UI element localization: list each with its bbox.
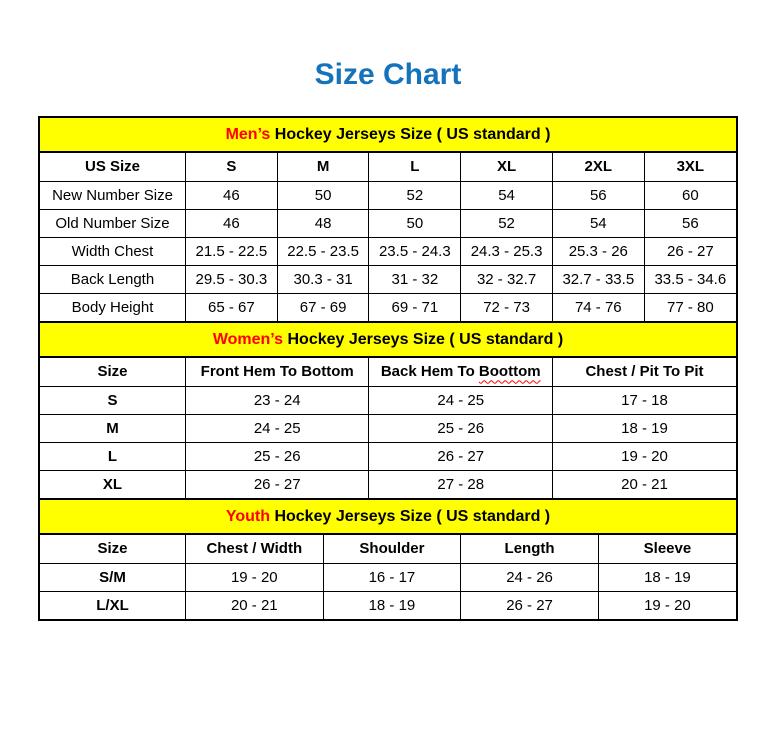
value-cell: 67 - 69 (277, 293, 369, 321)
column-header-row (40, 535, 736, 563)
value-cell: 72 - 73 (461, 293, 553, 321)
value-cell: 56 (644, 209, 736, 237)
value-cell: 25 - 26 (185, 442, 369, 470)
column-header: S (186, 153, 278, 181)
value-cell: 22.5 - 23.5 (277, 237, 369, 265)
row-header-cell: Old Number Size (40, 209, 186, 237)
value-cell: 17 - 18 (552, 386, 736, 414)
value-cell: 24.3 - 25.3 (461, 237, 553, 265)
page-title: Size Chart (314, 58, 462, 91)
value-cell: 26 - 27 (461, 591, 599, 619)
value-cell: 24 - 25 (369, 386, 553, 414)
table-row (40, 414, 736, 442)
value-cell: 46 (186, 209, 278, 237)
mens-section (40, 118, 736, 321)
misspelled-word: Boottom (478, 363, 541, 381)
value-cell: 54 (552, 209, 644, 237)
row-header-cell: M (40, 414, 185, 442)
column-header: 2XL (552, 153, 644, 181)
table-row (40, 237, 736, 265)
youth-header-rest: Hockey Jerseys Size ( US standard ) (270, 508, 551, 525)
mens-header-accent: Men’s (225, 126, 271, 143)
value-cell: 18 - 19 (598, 563, 736, 591)
value-cell: 19 - 20 (552, 442, 736, 470)
row-header-cell: L/XL (40, 591, 185, 619)
table-row (40, 293, 736, 321)
column-header: Size (40, 358, 185, 386)
mens-header-rest: Hockey Jerseys Size ( US standard ) (270, 126, 551, 143)
column-header: Shoulder (323, 535, 461, 563)
value-cell: 25 - 26 (369, 414, 553, 442)
row-header-cell: Width Chest (40, 237, 186, 265)
value-cell: 30.3 - 31 (277, 265, 369, 293)
column-header: M (277, 153, 369, 181)
youth-section (40, 498, 736, 619)
value-cell: 26 - 27 (185, 470, 369, 498)
row-header-cell: S (40, 386, 185, 414)
value-cell: 21.5 - 22.5 (186, 237, 278, 265)
table-row (40, 386, 736, 414)
value-cell: 24 - 25 (185, 414, 369, 442)
value-cell: 19 - 20 (185, 563, 323, 591)
table-row (40, 442, 736, 470)
value-cell: 16 - 17 (323, 563, 461, 591)
value-cell: 32.7 - 33.5 (552, 265, 644, 293)
row-header-cell: S/M (40, 563, 185, 591)
value-cell: 18 - 19 (552, 414, 736, 442)
value-cell: 48 (277, 209, 369, 237)
value-cell: 65 - 67 (186, 293, 278, 321)
value-cell: 18 - 19 (323, 591, 461, 619)
womens-section (40, 321, 736, 498)
row-header-cell: L (40, 442, 185, 470)
value-cell: 50 (277, 181, 369, 209)
table-row (40, 591, 736, 619)
column-header: L (369, 153, 461, 181)
youth-header-accent: Youth (225, 508, 270, 525)
table-row (40, 265, 736, 293)
value-cell: 32 - 32.7 (461, 265, 553, 293)
value-cell: 20 - 21 (552, 470, 736, 498)
youth-section-header (40, 498, 736, 535)
column-header: US Size (40, 153, 186, 181)
womens-section-header (40, 321, 736, 358)
value-cell: 23 - 24 (185, 386, 369, 414)
table-row (40, 563, 736, 591)
mens-size-table (40, 153, 736, 321)
womens-header-accent: Women’s (212, 331, 284, 348)
column-header: Length (461, 535, 599, 563)
value-cell: 50 (369, 209, 461, 237)
table-row (40, 181, 736, 209)
value-cell: 74 - 76 (552, 293, 644, 321)
column-header: Back Hem To Boottom (369, 358, 553, 386)
value-cell: 27 - 28 (369, 470, 553, 498)
column-header: Sleeve (598, 535, 736, 563)
column-header: 3XL (644, 153, 736, 181)
row-header-cell: XL (40, 470, 185, 498)
value-cell: 77 - 80 (644, 293, 736, 321)
column-header-row (40, 153, 736, 181)
column-header: Chest / Width (185, 535, 323, 563)
value-cell: 20 - 21 (185, 591, 323, 619)
value-cell: 29.5 - 30.3 (186, 265, 278, 293)
column-header: Front Hem To Bottom (185, 358, 369, 386)
womens-header-rest: Hockey Jerseys Size ( US standard ) (283, 331, 564, 348)
value-cell: 69 - 71 (369, 293, 461, 321)
womens-size-table (40, 358, 736, 498)
youth-size-table (40, 535, 736, 619)
mens-section-header (40, 118, 736, 153)
value-cell: 33.5 - 34.6 (644, 265, 736, 293)
table-row (40, 209, 736, 237)
row-header-cell: Body Height (40, 293, 186, 321)
value-cell: 52 (461, 209, 553, 237)
value-cell: 60 (644, 181, 736, 209)
column-header: XL (461, 153, 553, 181)
row-header-cell: Back Length (40, 265, 186, 293)
value-cell: 31 - 32 (369, 265, 461, 293)
value-cell: 56 (552, 181, 644, 209)
column-header-row (40, 358, 736, 386)
row-header-cell: New Number Size (40, 181, 186, 209)
value-cell: 23.5 - 24.3 (369, 237, 461, 265)
value-cell: 26 - 27 (369, 442, 553, 470)
value-cell: 46 (186, 181, 278, 209)
value-cell: 19 - 20 (598, 591, 736, 619)
table-row (40, 470, 736, 498)
column-header: Chest / Pit To Pit (552, 358, 736, 386)
value-cell: 25.3 - 26 (552, 237, 644, 265)
value-cell: 26 - 27 (644, 237, 736, 265)
size-chart-container (38, 116, 738, 621)
column-header: Size (40, 535, 185, 563)
value-cell: 24 - 26 (461, 563, 599, 591)
value-cell: 52 (369, 181, 461, 209)
value-cell: 54 (461, 181, 553, 209)
